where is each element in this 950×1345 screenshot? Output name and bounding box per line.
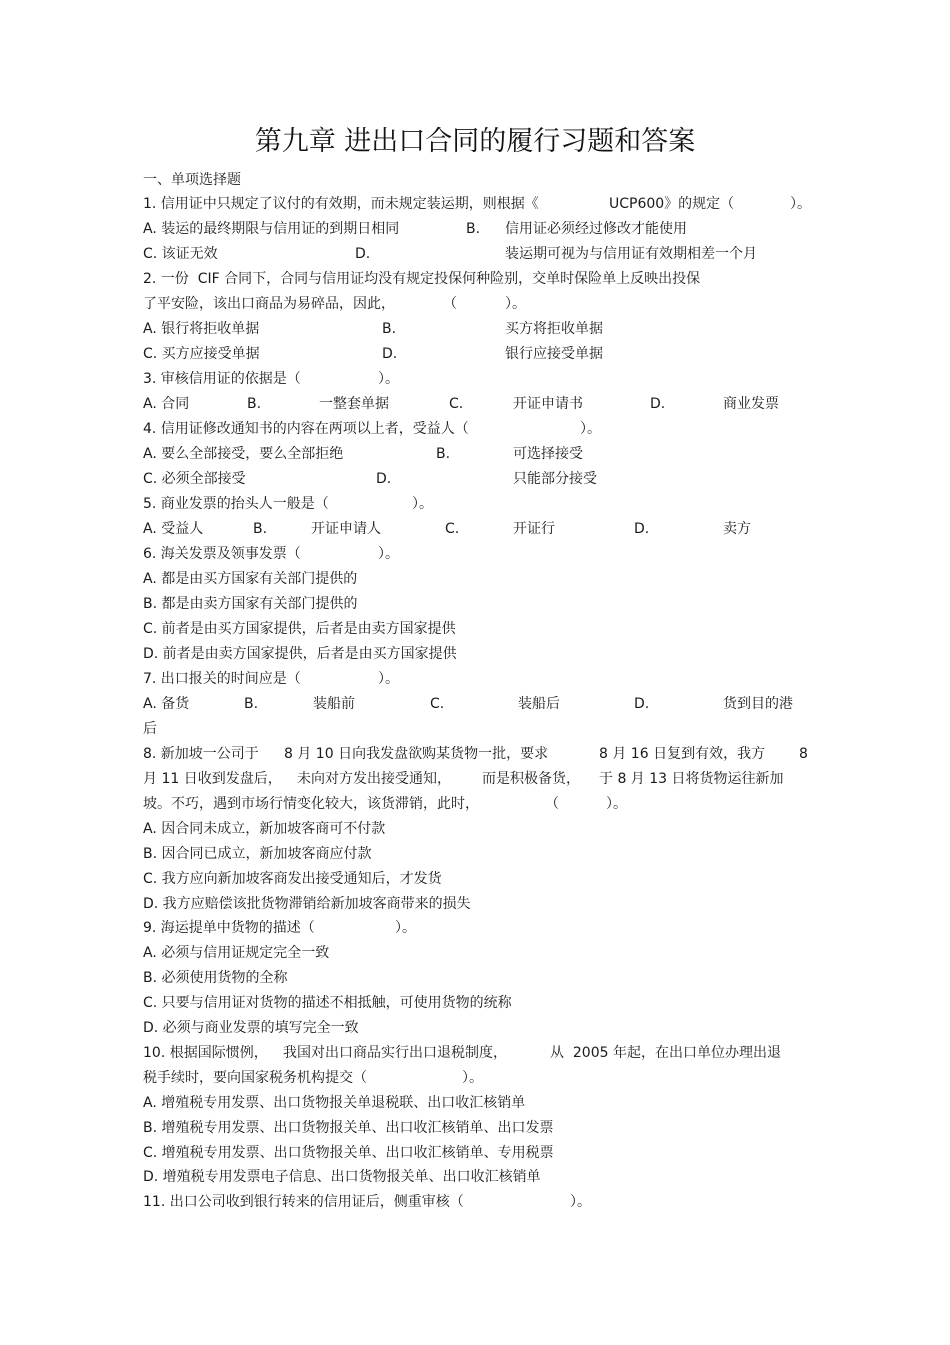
question-text: 10. 根据国际惯例， <box>143 1045 268 1061</box>
question-text: 而是积极备货， <box>482 771 580 787</box>
page-title: 第九章 进出口合同的履行习题和答案 <box>254 126 696 157</box>
question-4-options <box>143 444 583 464</box>
question-text: 7. 出口报关的时间应是（ <box>143 671 301 687</box>
option-d-letter: D. <box>355 246 371 262</box>
option-d: 装运期可视为与信用证有效期相差一个月 <box>505 246 757 262</box>
question-text: 月 11 日收到发盘后， <box>143 771 282 787</box>
option-b: 一整套单据 <box>319 396 389 412</box>
option-d-letter: D. <box>634 521 650 537</box>
option-c: C. 前者是由买方国家提供，后者是由卖方国家提供 <box>143 621 456 637</box>
option-a: A. 合同 <box>143 396 190 412</box>
option-c: 开证行 <box>513 521 555 537</box>
option-b: 信用证必须经过修改才能使用 <box>505 221 687 237</box>
question-text: UCP600》的规定（ <box>609 196 735 212</box>
option-d: 银行应接受单据 <box>505 346 603 362</box>
answer-blank-open: （ <box>545 796 559 812</box>
question-5-stem <box>143 494 433 514</box>
question-4-stem <box>143 419 601 439</box>
question-text: 4. 信用证修改通知书的内容在两项以上者，受益人（ <box>143 421 469 437</box>
option-b-letter: B. <box>247 396 262 412</box>
option-a: A. 增殖税专用发票、出口货物报关单退税联、出口收汇核销单 <box>143 1095 526 1111</box>
question-text: 8 月 16 日复到有效，我方 <box>599 746 766 762</box>
option-b-letter: B. <box>244 696 259 712</box>
option-c: 装船后 <box>518 696 560 712</box>
option-a: A. 银行将拒收单据 <box>143 321 260 337</box>
answer-blank: ）。 <box>580 421 601 437</box>
answer-blank: ）。 <box>378 546 399 562</box>
question-text: 在出口单位办理出退 <box>655 1045 781 1061</box>
option-c-letter: C. <box>430 696 445 712</box>
option-d-letter: D. <box>382 346 398 362</box>
question-1-stem <box>143 194 811 214</box>
option-b: B. 都是由卖方国家有关部门提供的 <box>143 596 358 612</box>
answer-blank: ）。 <box>570 1194 591 1210</box>
option-d-letter: D. <box>376 471 392 487</box>
answer-blank: ）。 <box>412 496 433 512</box>
question-8-stem <box>143 769 784 789</box>
option-a: A. 备货 <box>143 696 190 712</box>
question-5-options <box>143 519 751 539</box>
question-text: 8 <box>799 746 808 762</box>
option-a: A. 要么全部接受，要么全部拒绝 <box>143 446 344 462</box>
question-7-stem <box>143 669 399 689</box>
question-2-options <box>143 344 603 364</box>
option-b: B. 因合同已成立，新加坡客商应付款 <box>143 846 372 862</box>
option-d: D. 前者是由卖方国家提供，后者是由买方国家提供 <box>143 646 457 662</box>
option-c: C. 只要与信用证对货物的描述不相抵触，可使用货物的统称 <box>143 995 512 1011</box>
question-4-options <box>143 469 597 489</box>
option-c: C. 买方应接受单据 <box>143 346 260 362</box>
option-c: C. 该证无效 <box>143 246 218 262</box>
question-1-options <box>143 219 687 239</box>
option-d: D. 增殖税专用发票电子信息、出口货物报关单、出口收汇核销单 <box>143 1169 541 1185</box>
question-3-options <box>143 394 779 414</box>
option-d: 货到目的港 <box>723 696 793 712</box>
question-text: 11. 出口公司收到银行转来的信用证后，侧重审核（ <box>143 1194 464 1210</box>
question-2-stem: 2. 一份 CIF 合同下，合同与信用证均没有规定投保何种险别，交单时保险单上反映出投保 <box>143 271 701 287</box>
option-d: D. 必须与商业发票的填写完全一致 <box>143 1020 359 1036</box>
option-a: A. 装运的最终期限与信用证的到期日相同 <box>143 221 400 237</box>
question-text: 8 月 10 日向我发盘欲购某货物一批，要求 <box>284 746 549 762</box>
question-9-stem <box>143 918 416 938</box>
option-b: B. 增殖税专用发票、出口货物报关单、出口收汇核销单、出口发票 <box>143 1120 554 1136</box>
question-text: 税手续时，要向国家税务机构提交（ <box>143 1070 367 1086</box>
question-text: 8. 新加坡一公司于 <box>143 746 259 762</box>
answer-blank: ）。 <box>378 671 399 687</box>
answer-blank: ）。 <box>790 196 811 212</box>
option-a: A. 受益人 <box>143 521 204 537</box>
option-d: D. 我方应赔偿该批货物滞销给新加坡客商带来的损失 <box>143 896 471 912</box>
question-text: 3. 审核信用证的依据是（ <box>143 371 301 387</box>
question-1-options <box>143 244 757 264</box>
question-text: 未向对方发出接受通知， <box>297 771 451 787</box>
question-text: 1. 信用证中只规定了议付的有效期，而未规定装运期，则根据《 <box>143 196 539 212</box>
option-c-letter: C. <box>445 521 460 537</box>
question-8-stem <box>143 794 627 814</box>
answer-blank: ）。 <box>378 371 399 387</box>
option-d-wrap: 后 <box>143 721 157 737</box>
option-b-letter: B. <box>382 321 397 337</box>
option-b-letter: B. <box>253 521 268 537</box>
option-d: 卖方 <box>723 521 751 537</box>
question-text: 了平安险，该出口商品为易碎品，因此， <box>143 296 395 312</box>
question-7-options <box>143 694 793 714</box>
question-3-stem <box>143 369 399 389</box>
option-b: 可选择接受 <box>513 446 583 462</box>
question-text: 于 8 月 13 日将货物运往新加 <box>599 771 784 787</box>
option-c: C. 我方应向新加坡客商发出接受通知后，才发货 <box>143 871 442 887</box>
option-c: C. 增殖税专用发票、出口货物报关单、出口收汇核销单、专用税票 <box>143 1145 554 1161</box>
option-a: A. 因合同未成立，新加坡客商可不付款 <box>143 821 386 837</box>
answer-blank: ）。 <box>395 920 416 936</box>
option-b: 买方将拒收单据 <box>505 321 603 337</box>
question-2-options <box>143 319 603 339</box>
answer-blank-close: ）。 <box>505 296 526 312</box>
question-11-stem <box>143 1192 591 1212</box>
option-b-letter: B. <box>436 446 451 462</box>
question-text: 9. 海运提单中货物的描述（ <box>143 920 315 936</box>
answer-blank-close: ）。 <box>606 796 627 812</box>
option-c-letter: C. <box>449 396 464 412</box>
option-d: 商业发票 <box>723 396 779 412</box>
answer-blank-open: （ <box>443 296 457 312</box>
option-c: C. 必须全部接受 <box>143 471 246 487</box>
question-text: 5. 商业发票的抬头人一般是（ <box>143 496 329 512</box>
option-b: 装船前 <box>313 696 355 712</box>
question-2-stem <box>143 294 526 314</box>
option-b: B. 必须使用货物的全称 <box>143 970 288 986</box>
question-6-stem <box>143 544 399 564</box>
question-text: 我国对出口商品实行出口退税制度， <box>283 1045 507 1061</box>
option-c: 开证申请书 <box>513 396 583 412</box>
option-d-letter: D. <box>650 396 666 412</box>
option-a: A. 都是由买方国家有关部门提供的 <box>143 571 358 587</box>
question-text: 从 2005 年起， <box>550 1045 655 1061</box>
question-text: 6. 海关发票及领事发票（ <box>143 546 301 562</box>
answer-blank: ）。 <box>462 1070 483 1086</box>
option-b: 开证申请人 <box>311 521 381 537</box>
question-text: 坡。不巧，遇到市场行情变化较大，该货滞销，此时， <box>143 796 479 812</box>
option-a: A. 必须与信用证规定完全一致 <box>143 945 330 961</box>
section-heading: 一、单项选择题 <box>143 172 241 188</box>
option-d: 只能部分接受 <box>513 471 597 487</box>
question-10-stem <box>143 1043 781 1063</box>
question-8-stem <box>143 744 808 764</box>
option-b-letter: B. <box>466 221 481 237</box>
option-d-letter: D. <box>634 696 650 712</box>
question-10-stem <box>143 1068 483 1088</box>
